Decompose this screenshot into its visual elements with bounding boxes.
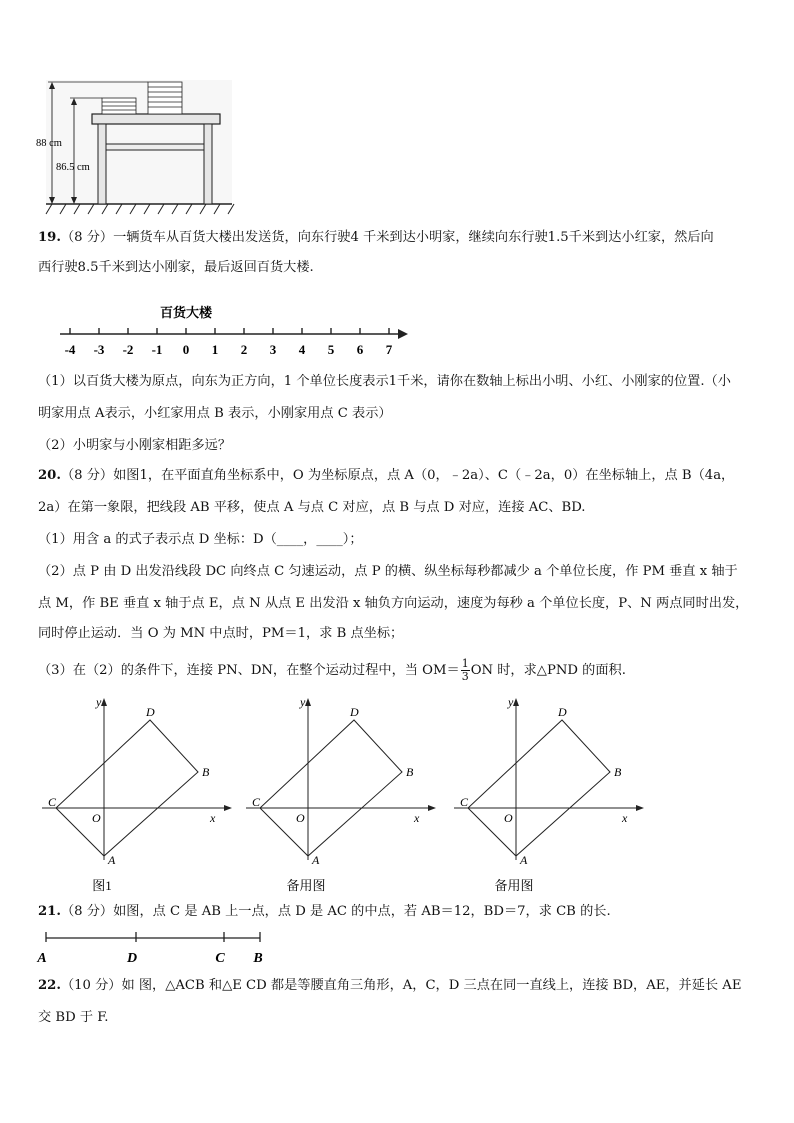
q22-text-1: （10 分）如 图，△ACB 和△E CD 都是等腰直角三角形，A，C，D 三点在同一直线上，连接 BD，AE，并延长 AE — [60, 978, 742, 993]
y-axis-arrow — [513, 698, 519, 706]
parallelogram-acbd — [260, 720, 402, 856]
fraction-numerator: 1 — [461, 657, 469, 670]
table-top — [92, 114, 220, 124]
figure-caption: 备用图 — [286, 878, 326, 893]
number-line-tick-label: 2 — [240, 342, 248, 357]
number-line-tick-label: -4 — [64, 342, 76, 357]
q20-text-1: （8 分）如图1，在平面直角坐标系中，O 为坐标原点，点 A（0，﹣2a）、C（﹣2a，0）在坐标轴上，点 B（4a， — [60, 468, 735, 483]
q19-line1 — [38, 228, 758, 248]
label-88cm: 88 cm — [36, 138, 62, 149]
segment-point-label: B — [253, 951, 263, 966]
q19-part1-line1: （1）以百货大楼为原点，向东为正方向，1 个单位长度表示1千米，请你在数轴上标出小明、小红、小刚家的位置.（小 — [38, 374, 731, 389]
axis-label-y: y — [300, 695, 306, 709]
segment-point-label: D — [126, 951, 138, 966]
number-line-tick-label: 0 — [182, 342, 190, 357]
q20-part2-line3: 同时停止运动．当 O 为 MN 中点时，PM＝1，求 B 点坐标； — [38, 626, 404, 641]
fraction-denominator: 3 — [461, 670, 469, 683]
number-line-tick-label: -3 — [93, 342, 105, 357]
q21-number: 21. — [38, 904, 61, 919]
segment-point-label: A — [37, 951, 47, 966]
q19-part1-line2: 明家用点 A表示，小红家用点 B 表示，小刚家用点 C 表示） — [38, 406, 392, 421]
q20-part3 — [38, 658, 758, 683]
figure-caption: 图1 — [92, 878, 112, 893]
q20-number: 20. — [38, 468, 61, 483]
point-label-a: A — [108, 853, 116, 867]
book-stack-large — [148, 82, 182, 114]
q20-part3-pre: （3）在（2）的条件下，连接 PN、DN，在整个运动过程中，当 OM＝ — [38, 663, 460, 678]
origin-label: O — [296, 811, 305, 825]
number-line-arrow — [398, 329, 408, 339]
table-leg-left — [98, 124, 106, 204]
q20-part2-line1: （2）点 P 由 D 出发沿线段 DC 向终点 C 匀速运动，点 P 的横、纵坐标每秒都减少 a 个单位长度，作 PM 垂直 x 轴于 — [38, 564, 738, 579]
q20-part1: （1）用含 a 的式子表示点 D 坐标：D（____，____）； — [38, 532, 363, 547]
point-label-c: C — [460, 795, 469, 809]
ground-hatching — [46, 204, 234, 214]
x-axis-arrow — [636, 805, 644, 811]
point-label-b: B — [614, 765, 622, 779]
fraction-one-third — [461, 658, 470, 683]
q19-part2: （2）小明家与小刚家相距多远？ — [38, 438, 232, 453]
segment-points — [36, 932, 262, 966]
segment-point-label: C — [215, 951, 225, 966]
figure-caption: 备用图 — [494, 878, 534, 893]
segment-figure — [36, 928, 268, 968]
x-axis-arrow — [428, 805, 436, 811]
q21-text: （8 分）如图，点 C 是 AB 上一点，点 D 是 AC 的中点，若 AB＝12，BD＝7，求 CB 的长. — [60, 904, 611, 919]
number-line-tick-label: 6 — [356, 342, 364, 357]
number-line-ticks — [65, 328, 393, 357]
number-line-tick-label: -1 — [151, 342, 163, 357]
axis-label-y: y — [96, 695, 102, 709]
axis-label-x: x — [622, 811, 628, 825]
number-line-tick-label: 5 — [327, 342, 335, 357]
number-line-tick-label: -2 — [122, 342, 134, 357]
point-label-d: D — [350, 705, 359, 719]
origin-label: O — [92, 811, 101, 825]
q19-text-1: （8 分）一辆货车从百货大楼出发送货，向东行驶4 千米到达小明家，继续向东行驶1.5千米到达小红家，然后向 — [60, 230, 714, 245]
table-height-figure — [36, 80, 236, 218]
coordinate-figure-1 — [40, 694, 240, 894]
y-axis-arrow — [101, 698, 107, 706]
point-label-a: A — [520, 853, 528, 867]
x-axis-arrow — [224, 805, 232, 811]
point-label-d: D — [558, 705, 567, 719]
q22-line2: 交 BD 于 F. — [38, 1010, 109, 1025]
number-line-tick-label: 4 — [298, 342, 306, 357]
label-86-5cm: 86.5 cm — [56, 162, 90, 173]
q21-line — [38, 902, 758, 922]
q20-line2: 2a）在第一象限，把线段 AB 平移，使点 A 与点 C 对应，点 B 与点 D 对应，连接 AC、BD. — [38, 500, 586, 515]
point-label-b: B — [202, 765, 210, 779]
q20-line1 — [38, 466, 758, 486]
number-line-tick-label: 1 — [211, 342, 219, 357]
point-label-c: C — [48, 795, 57, 809]
table-leg-right — [204, 124, 212, 204]
origin-label: O — [504, 811, 513, 825]
axis-label-x: x — [414, 811, 420, 825]
q22-line1 — [38, 976, 758, 996]
q19-line2: 西行驶8.5千米到达小刚家，最后返回百货大楼. — [38, 260, 314, 275]
number-line-tick-label: 7 — [385, 342, 393, 357]
y-axis-arrow — [305, 698, 311, 706]
point-label-d: D — [146, 705, 155, 719]
parallelogram-acbd — [468, 720, 610, 856]
q22-number: 22. — [38, 978, 61, 993]
q20-part2-line2: 点 M，作 BE 垂直 x 轴于点 E，点 N 从点 E 出发沿 x 轴负方向运动，速度为每秒 a 个单位长度，P、N 两点同时出发， — [38, 596, 749, 611]
number-line — [56, 300, 416, 360]
coordinate-figure-2 — [244, 694, 444, 894]
point-label-b: B — [406, 765, 414, 779]
book-stack-small — [102, 98, 136, 114]
number-line-title: 百货大楼 — [160, 305, 213, 320]
table-rail — [106, 144, 204, 150]
q20-part3-post: ON 时，求△PND 的面积. — [470, 663, 626, 678]
axis-label-x: x — [210, 811, 216, 825]
point-label-a: A — [312, 853, 320, 867]
number-line-tick-label: 3 — [269, 342, 277, 357]
point-label-c: C — [252, 795, 261, 809]
axis-label-y: y — [508, 695, 514, 709]
coordinate-figure-3 — [452, 694, 652, 894]
parallelogram-acbd — [56, 720, 198, 856]
q19-number: 19. — [38, 230, 61, 245]
